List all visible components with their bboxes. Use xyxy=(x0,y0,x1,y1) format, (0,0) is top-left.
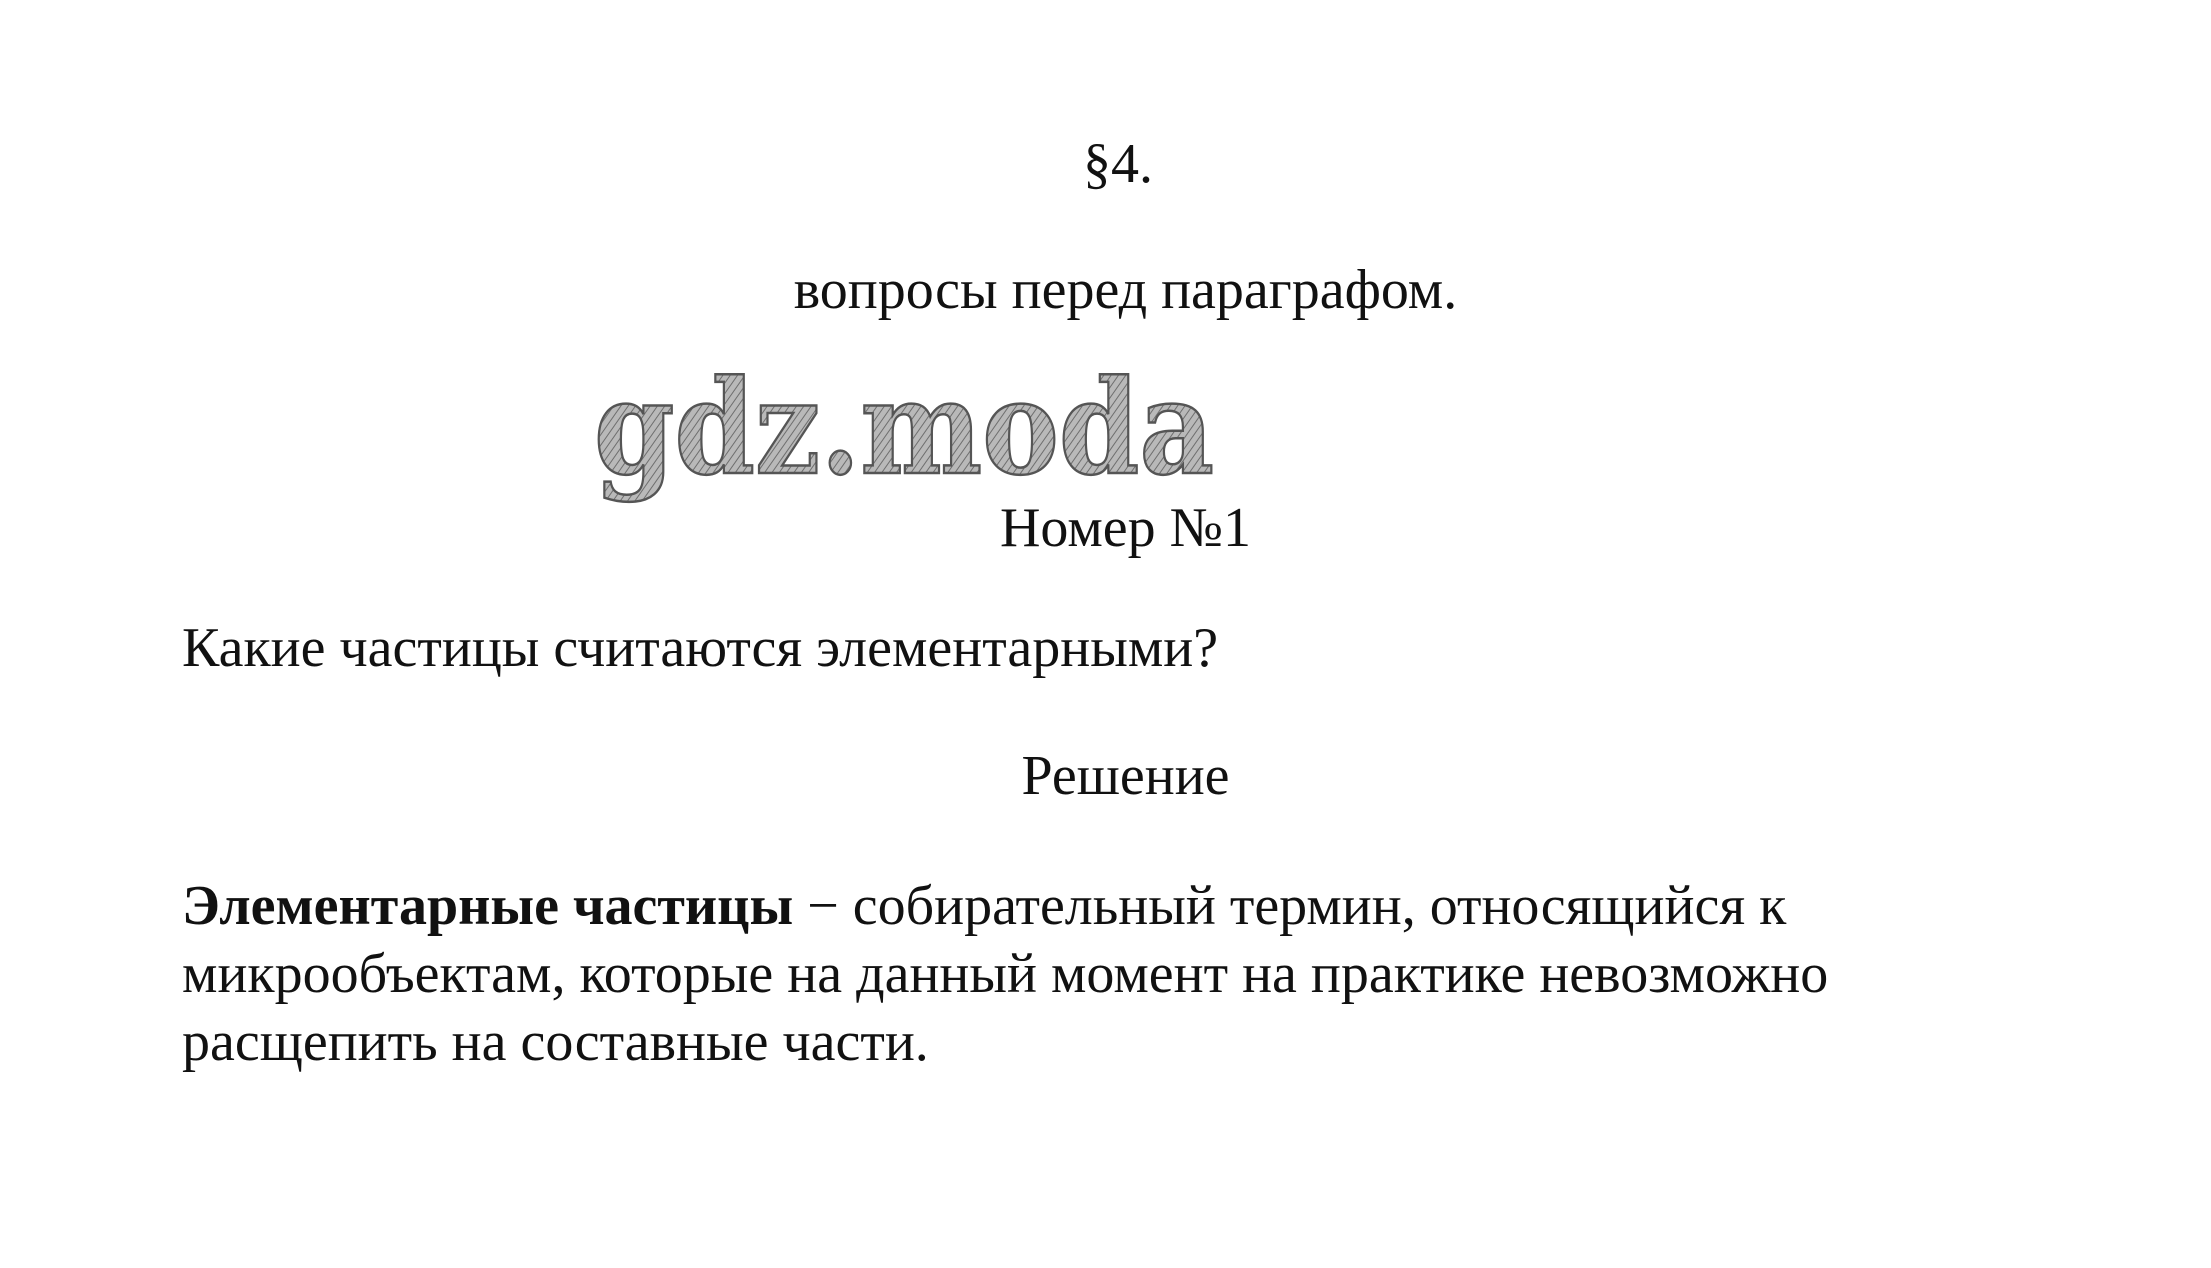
task-number xyxy=(0,496,2211,560)
answer-line-2: микрообъектам, которые на данный момент на практике невозможно xyxy=(182,943,1829,1005)
section-number xyxy=(0,132,2211,196)
watermark-logo-text: gdz.moda xyxy=(594,355,1214,504)
solution-heading-text: Решение xyxy=(1021,745,1230,807)
watermark-logo xyxy=(590,355,1230,515)
answer-line-1-rest: − собирательный термин, относящийся к xyxy=(793,875,1787,937)
section-number-text: §4. xyxy=(1083,133,1153,195)
section-subtitle xyxy=(0,258,2211,322)
answer-paragraph xyxy=(182,872,2062,1076)
task-number-text: Номер №1 xyxy=(999,497,1252,559)
solution-heading xyxy=(0,744,2211,808)
question-text: Какие частицы считаются элементарными? xyxy=(182,617,1219,679)
answer-line-1 xyxy=(182,872,2062,940)
answer-line-3: расщепить на составные части. xyxy=(182,1011,929,1073)
section-subtitle-text: вопросы перед параграфом. xyxy=(793,259,1458,321)
answer-term: Элементарные частицы xyxy=(182,875,794,937)
